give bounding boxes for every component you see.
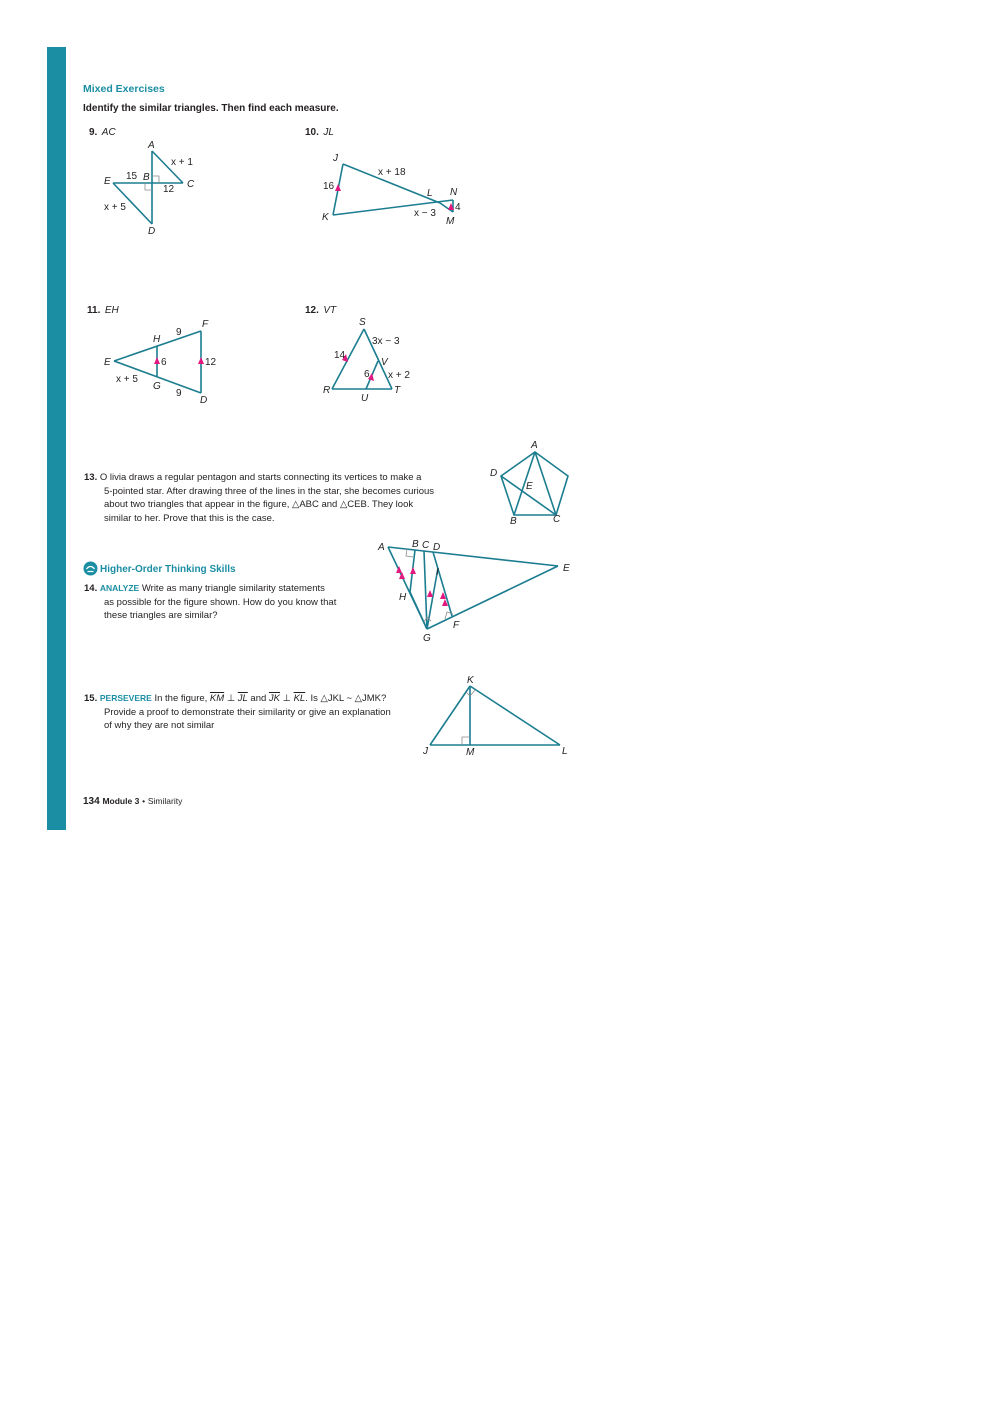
side-label: x + 2 bbox=[388, 370, 410, 381]
vertex-label: F bbox=[453, 620, 460, 631]
vertex-label: B bbox=[510, 516, 517, 527]
diagonal-ac bbox=[535, 452, 556, 515]
vertex-label: D bbox=[490, 468, 498, 479]
vertex-label: R bbox=[323, 385, 331, 396]
parallel-arrow bbox=[410, 567, 416, 574]
vertex-label: S bbox=[359, 317, 366, 328]
vertex-label: A bbox=[531, 440, 538, 451]
text-fragment: In the figure, bbox=[154, 693, 208, 704]
side-label: 3x − 3 bbox=[372, 336, 400, 347]
section-heading: Mixed Exercises bbox=[83, 83, 165, 95]
hots-heading: Higher-Order Thinking Skills bbox=[100, 564, 236, 575]
problem-number: 13. bbox=[84, 472, 98, 483]
side-label: x + 18 bbox=[378, 167, 406, 178]
vertex-label: U bbox=[361, 393, 369, 404]
perpendicular-symbol: ⊥ bbox=[226, 693, 236, 704]
problem-number: 11. bbox=[87, 305, 101, 316]
text-line: as possible for the figure shown. How do you know that bbox=[104, 596, 337, 608]
problem-number: 12. bbox=[305, 305, 319, 316]
segment-label: $\overline{KM}$ bbox=[209, 693, 225, 704]
vertex-label: C bbox=[187, 179, 195, 190]
figure-problem-12 bbox=[323, 317, 410, 404]
segment-kl bbox=[470, 686, 560, 745]
side-label: x − 3 bbox=[414, 208, 436, 219]
problem-number: 10. bbox=[305, 127, 319, 138]
page-number: 134 bbox=[83, 796, 100, 807]
problem-target: AC bbox=[101, 127, 116, 138]
right-angle-mark bbox=[152, 176, 159, 183]
vertex-label: G bbox=[423, 633, 431, 644]
vertex-label: M bbox=[446, 216, 455, 227]
segment-label: $\overline{KL}$ bbox=[293, 693, 306, 704]
text-line: O livia draws a regular pentagon and starts connecting its vertices to make a bbox=[99, 472, 422, 483]
vertex-label: J bbox=[423, 746, 428, 757]
figure-problem-15 bbox=[422, 675, 568, 758]
side-label: x + 5 bbox=[116, 374, 138, 385]
perpendicular-symbol: ⊥ bbox=[282, 693, 291, 704]
vertex-label: D bbox=[433, 542, 441, 553]
side-label: 14 bbox=[334, 350, 346, 361]
vertex-label: B bbox=[412, 539, 419, 550]
vertex-label: C bbox=[553, 514, 561, 525]
parallel-arrow bbox=[335, 184, 341, 191]
text-line: these triangles are similar? bbox=[104, 610, 218, 621]
vertex-label: J bbox=[333, 153, 338, 164]
vertex-label: L bbox=[562, 746, 568, 757]
vertex-label: N bbox=[450, 187, 458, 198]
problem-number: 14. bbox=[84, 583, 98, 594]
side-label: 9 bbox=[176, 327, 182, 338]
text-line: 5-pointed star. After drawing three of the lines in the star, she becomes curious bbox=[104, 485, 435, 497]
problem-target: JL bbox=[323, 127, 334, 138]
figure-problem-14 bbox=[377, 539, 570, 644]
vertex-label: A bbox=[148, 140, 155, 151]
vertex-label: M bbox=[466, 747, 475, 758]
segment-jk bbox=[430, 686, 470, 745]
figure-problem-9 bbox=[104, 140, 195, 237]
instructions: Identify the similar triangles. Then find each measure. bbox=[83, 103, 339, 114]
side-label: 16 bbox=[323, 181, 335, 192]
vertex-label: I bbox=[436, 567, 439, 578]
text-fragment: . Is △JKL ~ △JMK? bbox=[305, 693, 387, 704]
vertex-label: V bbox=[381, 357, 388, 368]
problem-target: VT bbox=[323, 305, 337, 316]
vertex-label: A bbox=[378, 542, 385, 553]
side-label: 6 bbox=[364, 369, 370, 380]
vertex-label: K bbox=[322, 212, 329, 223]
side-label: x + 5 bbox=[104, 202, 126, 213]
text-line: similar to her. Prove that this is the case. bbox=[104, 512, 275, 524]
vertex-label: H bbox=[153, 334, 161, 345]
parallel-arrow bbox=[198, 357, 204, 364]
side-label: x + 1 bbox=[171, 157, 193, 168]
text-line: Write as many triangle similarity statements bbox=[141, 583, 325, 594]
parallel-arrow bbox=[154, 357, 160, 364]
keyword-label: PERSEVERE bbox=[99, 693, 152, 703]
side-label: 12 bbox=[163, 184, 175, 195]
vertex-label: C bbox=[422, 540, 430, 551]
segment-label: $\overline{JK}$ bbox=[268, 693, 281, 704]
parallel-arrow bbox=[427, 590, 433, 597]
text-line: of why they are not similar bbox=[104, 720, 215, 731]
figure-problem-11 bbox=[104, 319, 217, 406]
side-label: 6 bbox=[161, 357, 167, 368]
vertex-label: D bbox=[200, 395, 208, 406]
vertex-label: F bbox=[202, 319, 209, 330]
figure-problem-10 bbox=[322, 153, 461, 227]
vertex-label: G bbox=[153, 381, 161, 392]
vertex-label: E bbox=[104, 357, 111, 368]
problem-number: 9. bbox=[89, 127, 98, 138]
vertex-label: T bbox=[394, 385, 401, 396]
side-label: 4 bbox=[455, 202, 461, 213]
vertex-label: L bbox=[427, 188, 433, 199]
problem-number: 15. bbox=[84, 693, 98, 704]
segment-hg bbox=[410, 592, 427, 629]
footer-separator: • bbox=[142, 796, 146, 806]
right-angle-mark bbox=[145, 183, 152, 190]
text-fragment: and bbox=[250, 693, 267, 704]
problem-target: EH bbox=[104, 305, 119, 316]
vertex-label: H bbox=[399, 592, 407, 603]
side-label: 12 bbox=[205, 357, 217, 368]
vertex-label: K bbox=[467, 675, 474, 686]
vertex-label: E bbox=[526, 481, 533, 492]
keyword-label: ANALYZE bbox=[99, 583, 140, 593]
text-line: about two triangles that appear in the figure, △ABC and △CEB. They look bbox=[104, 499, 414, 510]
module-label: Module 3 bbox=[102, 796, 140, 806]
figure-problem-13 bbox=[490, 440, 568, 527]
vertex-label: B bbox=[143, 172, 150, 183]
side-label: 15 bbox=[126, 171, 138, 182]
vertex-label: E bbox=[104, 176, 111, 187]
vertex-label: E bbox=[563, 563, 570, 574]
right-angle-mark bbox=[462, 737, 470, 745]
segment-label: $\overline{JL}$ bbox=[237, 693, 248, 704]
side-label: 9 bbox=[176, 388, 182, 399]
vertex-label: D bbox=[148, 226, 156, 237]
text-line: Provide a proof to demonstrate their similarity or give an explanation bbox=[104, 706, 391, 718]
subject-label: Similarity bbox=[147, 796, 183, 806]
